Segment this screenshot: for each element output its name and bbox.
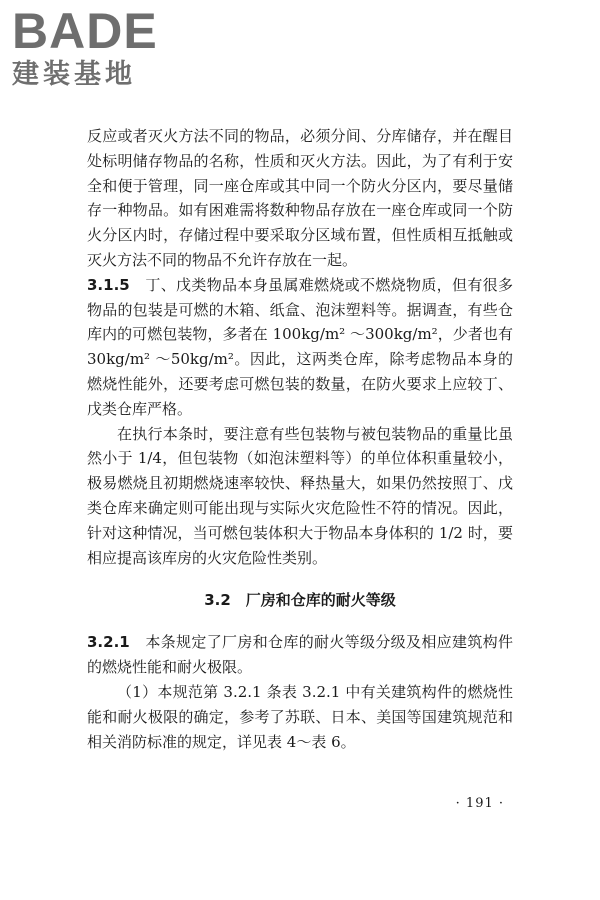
clause-3-1-5	[87, 273, 513, 422]
logo-subtitle: 建装基地	[12, 59, 136, 90]
paragraph-item-1: （1）本规范第 3.2.1 条表 3.2.1 中有关建筑构件的燃烧性能和耐火极限的确定，参考了苏联、日本、美国等国建筑规范和相关消防标准的规定，详见表 4～表 6。	[87, 682, 513, 751]
page-number: · 191 ·	[455, 796, 504, 811]
section-heading: 3.2 厂房和仓库的耐火等级	[204, 591, 396, 610]
logo-mark: BADE	[12, 3, 158, 59]
clause-text: 本条规定了厂房和仓库的耐火等级分级及相应建筑构件的燃烧性能和耐火极限。	[87, 633, 513, 677]
clause-number: 3.1.5	[87, 275, 130, 294]
paragraph-continuation: 反应或者灭火方法不同的物品，必须分间、分库储存，并在醒目处标明储存物品的名称，性质和灭火方法。因此，为了有利于安全和便于管理，同一座仓库或其中同一个防火分区内，要尽量储存一种物品。如有困难需将数种物品存放在一座仓库或同一个防火分区内时，存储过程中要采取分区域布置，但性质相互抵触或灭火方法不同的物品不允许存放在一起。	[87, 127, 513, 269]
document-body	[87, 124, 513, 754]
clause-number: 3.2.1	[87, 633, 130, 652]
brand-logo	[12, 3, 182, 90]
clause-text: 丁、戊类物品本身虽属难燃烧或不燃烧物质，但有很多物品的包装是可燃的木箱、纸盒、泡沫塑料等。据调查，有些仓库内的可燃包装物，多者在 100kg/m² ～300kg/m²，少者也有 30kg/m² ～50kg/m²。因此，这两类仓库，除考虑物品本身的燃烧性能外，还要考虑可燃包装的数量，在防火要求上应较丁、戊类仓库严格。	[87, 275, 513, 418]
clause-3-2-1	[87, 630, 513, 680]
paragraph-execution-note: 在执行本条时，要注意有些包装物与被包装物品的重量比虽然小于 1/4，但包装物（如泡沫塑料等）的单位体积重量较小，极易燃烧且初期燃烧速率较快、释热量大，如果仍然按照丁、戊类仓库来确定则可能出现与实际火灾危险性不符的情况。因此，针对这种情况，当可燃包装体积大于物品本身体积的 1/2 时，要相应提高该库房的火灾危险性类别。	[87, 424, 513, 567]
